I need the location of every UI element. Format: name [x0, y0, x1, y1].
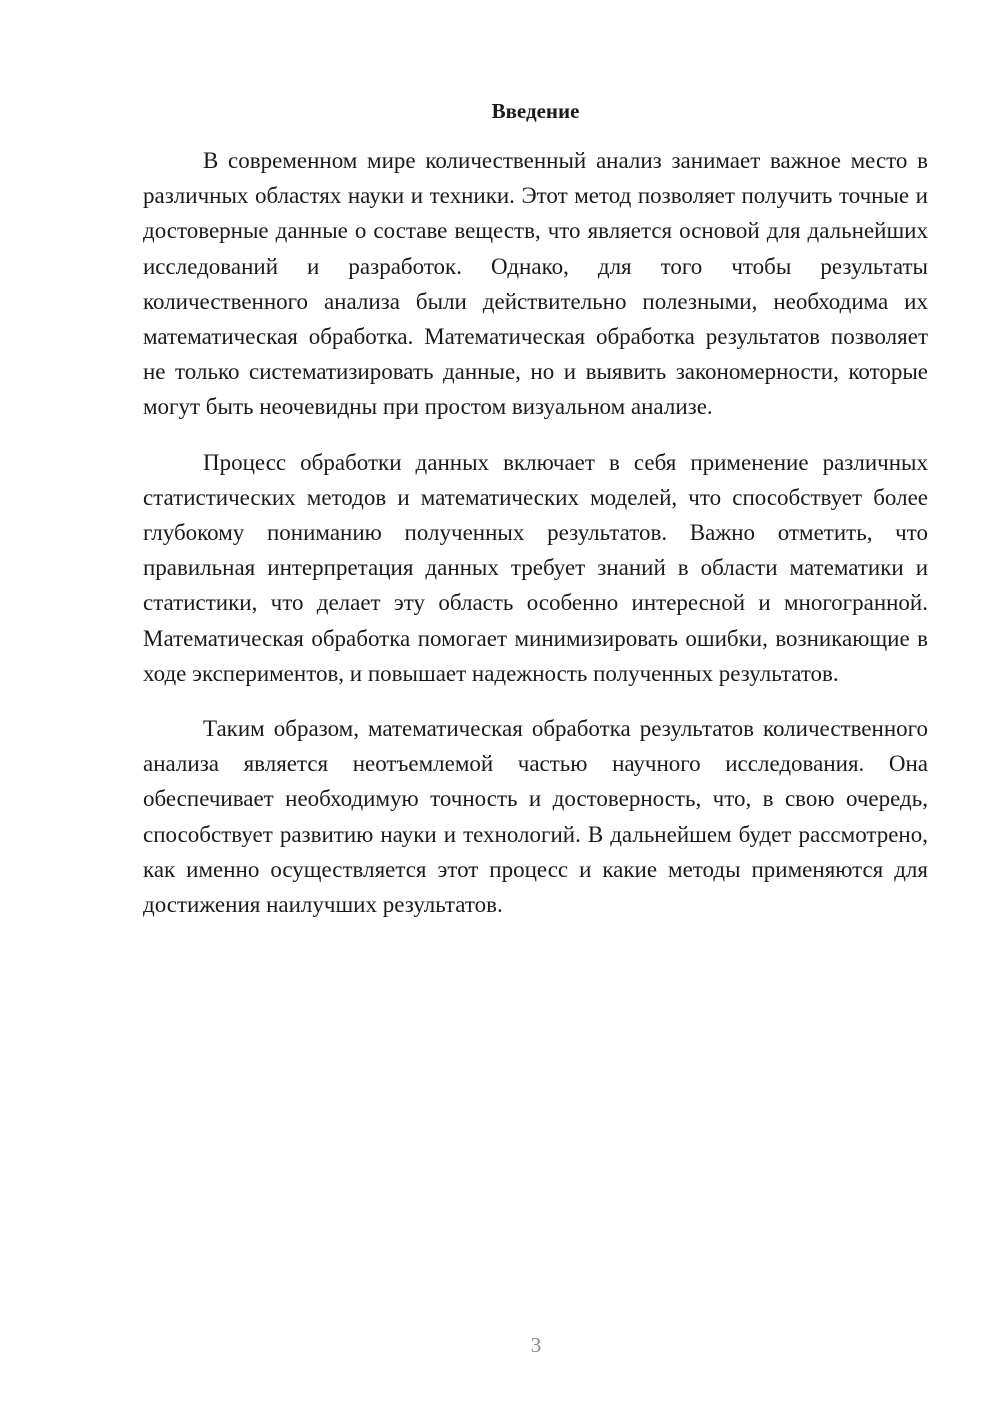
body-text — [143, 143, 928, 942]
paragraph-1: В современном мире количественный анализ занимает важное место в различных областях науки и техники. Этот метод позволяет получить точные и достоверные данные о составе веществ, что является основой для дальнейших исследований и разработок. Однако, для того чтобы результаты количественного анализа были действительно полезными, необходима их математическая обработка. Математическая обработка результатов позволяет не только систематизировать данные, но и выявить закономерности, которые могут быть неочевидны при простом визуальном анализе. — [143, 148, 928, 420]
paragraph-2: Процесс обработки данных включает в себя применение различных статистических методов и математических моделей, что способствует более глубокому пониманию полученных результатов. Важно отметить, что правильная интерпретация данных требует знаний в области математики и статистики, что делает эту область особенно интересной и многогранной. Математическая обработка помогает минимизировать ошибки, возникающие в ходе экспериментов, и повышает надежность полученных результатов. — [143, 449, 928, 686]
paragraph-3: Таким образом, математическая обработка результатов количественного анализа является неотъемлемой частью научного исследования. Она обеспечивает необходимую точность и достоверность, что, в свою очередь, способствует развитию науки и технологий. В дальнейшем будет рассмотрено, как именно осуществляется этот процесс и какие методы применяются для достижения наилучших результатов. — [143, 716, 928, 918]
section-heading: Введение — [491, 99, 580, 123]
page-number: 3 — [530, 1333, 542, 1357]
